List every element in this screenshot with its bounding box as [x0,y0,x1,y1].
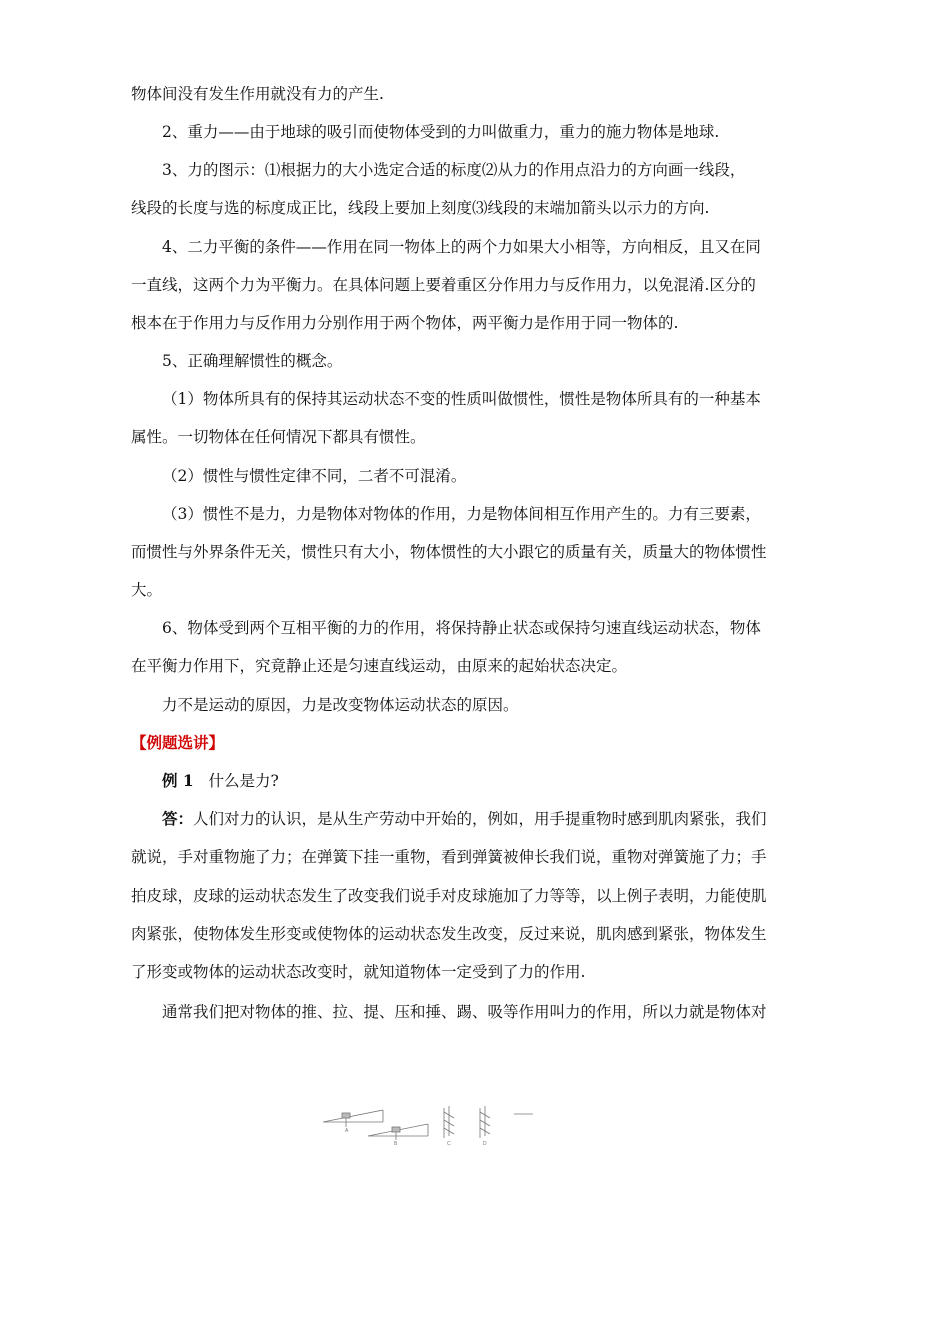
answer-first-line [162,809,767,829]
answer-label: 答： [162,809,194,828]
text-line: （2）惯性与惯性定律不同，二者不可混淆。 [162,467,467,485]
text-line: 一直线，这两个力为平衡力。在具体问题上要着重区分作用力与反作用力，以免混淆.区分的 [131,276,756,294]
figure-label-b: B [394,1141,398,1147]
text-line: 通常我们把对物体的推、拉、提、压和捶、踢、吸等作用叫力的作用，所以力就是物体对 [162,1003,767,1021]
answer-text: 了形变或物体的运动状态改变时，就知道物体一定受到了力的作用. [131,963,586,981]
figure-label-a: A [345,1128,349,1134]
answer-text: 拍皮球，皮球的运动状态发生了改变我们说手对皮球施加了力等等，以上例子表明，力能使肌 [131,887,767,905]
answer-text: 肉紧张，使物体发生形变或使物体的运动状态发生改变，反过来说，肌肉感到紧张，物体发生 [131,925,767,943]
answer-text: 就说，手对重物施了力；在弹簧下挂一重物，看到弹簧被伸长我们说，重物对弹簧施了力；手 [131,848,767,866]
text-line: 大。 [131,581,163,599]
text-line: 而惯性与外界条件无关，惯性只有大小，物体惯性的大小跟它的质量有关，质量大的物体惯性 [131,543,767,561]
text-line: 根本在于作用力与反作用力分别作用于两个物体，两平衡力是作用于同一物体的. [131,314,679,332]
example-label: 例 1 [162,771,194,790]
text-line: 3、力的图示：⑴根据力的大小选定合适的标度⑵从力的作用点沿力的方向画一线段， [162,161,746,179]
text-line: 4、二力平衡的条件——作用在同一物体上的两个力如果大小相等，方向相反，且又在同 [162,238,761,256]
text-line: 2、重力——由于地球的吸引而使物体受到的力叫做重力，重力的施力物体是地球. [162,123,720,141]
text-line: 物体间没有发生作用就没有力的产生. [131,85,384,103]
text-line: （1）物体所具有的保持其运动状态不变的性质叫做惯性，惯性是物体所具有的一种基本 [162,390,761,408]
text-line: 线段的长度与选的标度成正比，线段上要加上刻度⑶线段的末端加箭头以示力的方向. [131,199,710,217]
example-question: 什么是力? [208,772,279,790]
physics-figure [318,1100,538,1150]
text-line: （3）惯性不是力，力是物体对物体的作用，力是物体间相互作用产生的。力有三要素， [162,505,761,523]
text-line: 属性。一切物体在任何情况下都具有惯性。 [131,428,426,446]
figure-label-c: C [447,1141,451,1147]
text-line: 6、物体受到两个互相平衡的力的作用，将保持静止状态或保持匀速直线运动状态，物体 [162,619,761,637]
section-title: 【例题选讲】 [131,733,225,752]
text-line: 力不是运动的原因，力是改变物体运动状态的原因。 [162,696,519,714]
example-1 [162,771,279,791]
answer-text: 人们对力的认识，是从生产劳动中开始的，例如，用手提重物时感到肌肉紧张，我们 [193,810,767,828]
figure-label-d: D [483,1141,487,1147]
text-line: 5、正确理解惯性的概念。 [162,352,343,370]
text-line: 在平衡力作用下，究竟静止还是匀速直线运动，由原来的起始状态决定。 [131,657,628,675]
